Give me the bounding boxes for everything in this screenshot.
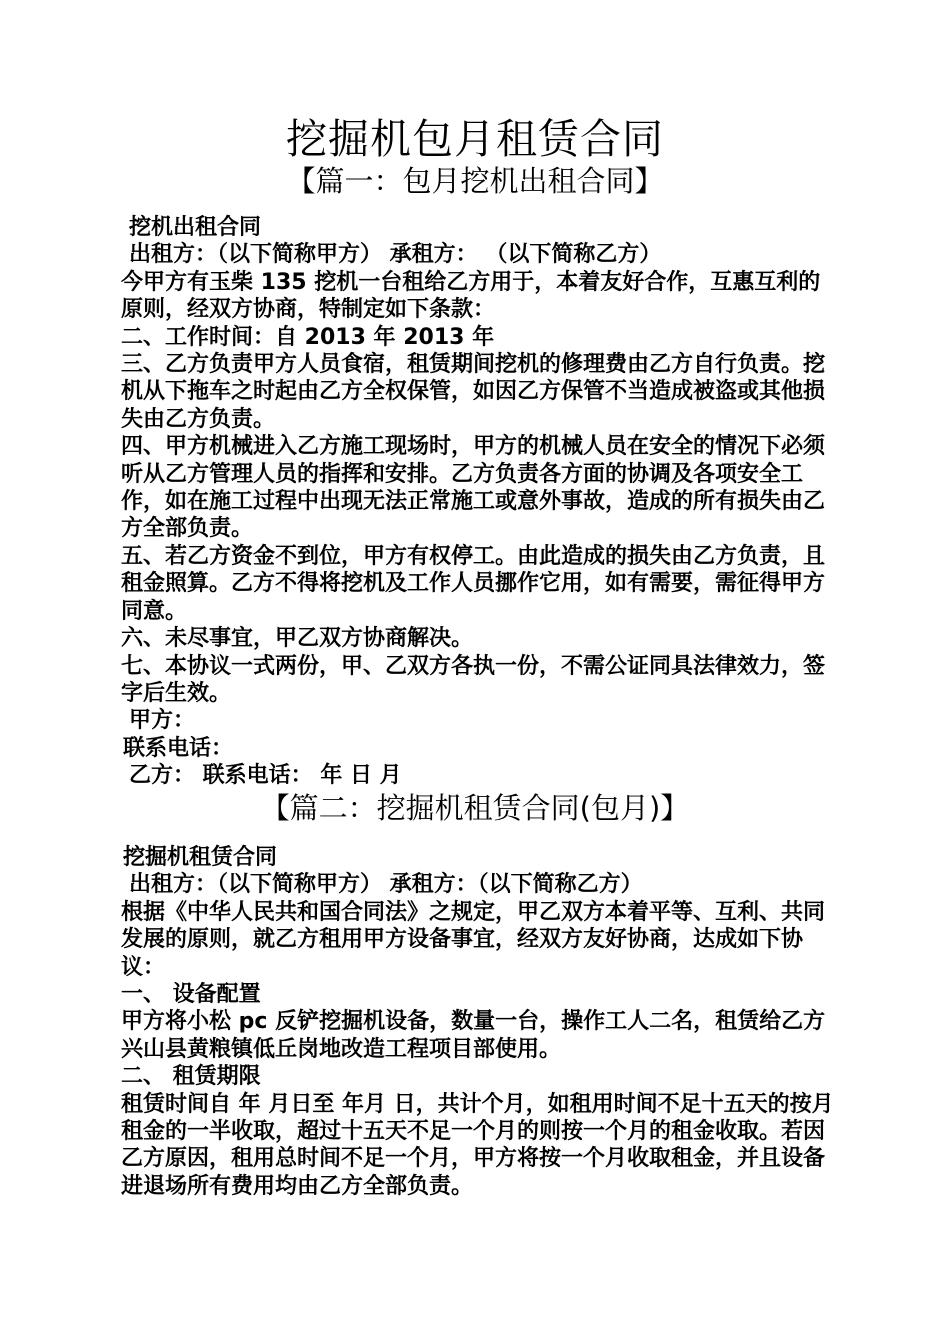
section1-clause2: 二、工作时间：自 2013 年 2013 年 xyxy=(121,324,495,350)
section1-sign-a: 甲方： xyxy=(129,708,196,734)
section1-clause4: 四、甲方机械进入乙方施工现场时，甲方的机械人员在安全的情况下必须听从乙方管理人员的指挥和安排。乙方负责各方面的协调及各项安全工作，如在施工过程中出现无法正常施工或意外事故，造成的所有损失由乙方全部负责。 xyxy=(121,434,826,542)
section2-item1-text: 甲方将小松 pc 反铲挖掘机设备，数量一台，操作工人二名，租赁给乙方兴山县黄粮镇低丘岗地改造工程项目部使用。 xyxy=(121,1009,826,1062)
section1-clause3: 三、乙方负责甲方人员食宿，租赁期间挖机的修理费由乙方自行负责。挖机从下拖车之时起由乙方全权保管，如因乙方保管不当造成被盗或其他损失由乙方负责。 xyxy=(121,352,826,432)
section1-clause6: 六、未尽事宜，甲乙双方协商解决。 xyxy=(121,626,474,652)
section2-item1-heading: 一、 设备配置 xyxy=(121,982,261,1008)
section1-sign-b: 乙方： 联系电话： 年 日 月 xyxy=(129,763,402,789)
section2-heading: 【篇二：挖掘机租赁合同(包月)】 xyxy=(260,791,690,825)
section2-body xyxy=(115,844,840,1200)
section1-body xyxy=(115,214,840,790)
section2-parties: 出租方：（以下简称甲方） 承租方：（以下简称乙方） xyxy=(129,872,643,898)
section1-subtitle: 挖机出租合同 xyxy=(129,215,262,240)
document-title: 挖掘机包月租赁合同 xyxy=(286,115,664,163)
section1-intro: 今甲方有玉柴 135 挖机一台租给乙方用于，本着友好合作，互惠互利的原则，经双方协商，特制定如下条款： xyxy=(121,269,821,323)
section2-intro: 根据《中华人民共和国合同法》之规定，甲乙双方本着平等、互利、共同发展的原则，就乙方租用甲方设备事宜，经双方友好协商，达成如下协议： xyxy=(121,899,826,980)
section1-parties: 出租方：（以下简称甲方） 承租方： （以下简称乙方） xyxy=(129,242,662,268)
section2-item2-heading: 二、 租赁期限 xyxy=(121,1064,261,1090)
section1-phone: 联系电话： xyxy=(123,735,234,761)
section2-item2-text: 租赁时间自 年 月日至 年月 日，共计个月，如租用时间不足十五天的按月租金的一半收取，超过十五天不足一个月的则按一个月的租金收取。若因乙方原因，租用总时间不足一个月，甲方将按一个月收取租金，并且设备进退场所有费用均由乙方全部负责。 xyxy=(121,1091,834,1199)
section2-subtitle: 挖掘机租赁合同 xyxy=(123,845,278,870)
section1-clause7: 七、本协议一式两份，甲、乙双方各执一份，不需公证同具法律效力，签字后生效。 xyxy=(121,653,826,706)
section1-heading: 【篇一：包月挖机出租合同】 xyxy=(286,164,664,198)
section1-clause5: 五、若乙方资金不到位，甲方有权停工。由此造成的损失由乙方负责，且租金照算。乙方不得将挖机及工作人员挪作它用，如有需要，需征得甲方同意。 xyxy=(121,543,826,624)
